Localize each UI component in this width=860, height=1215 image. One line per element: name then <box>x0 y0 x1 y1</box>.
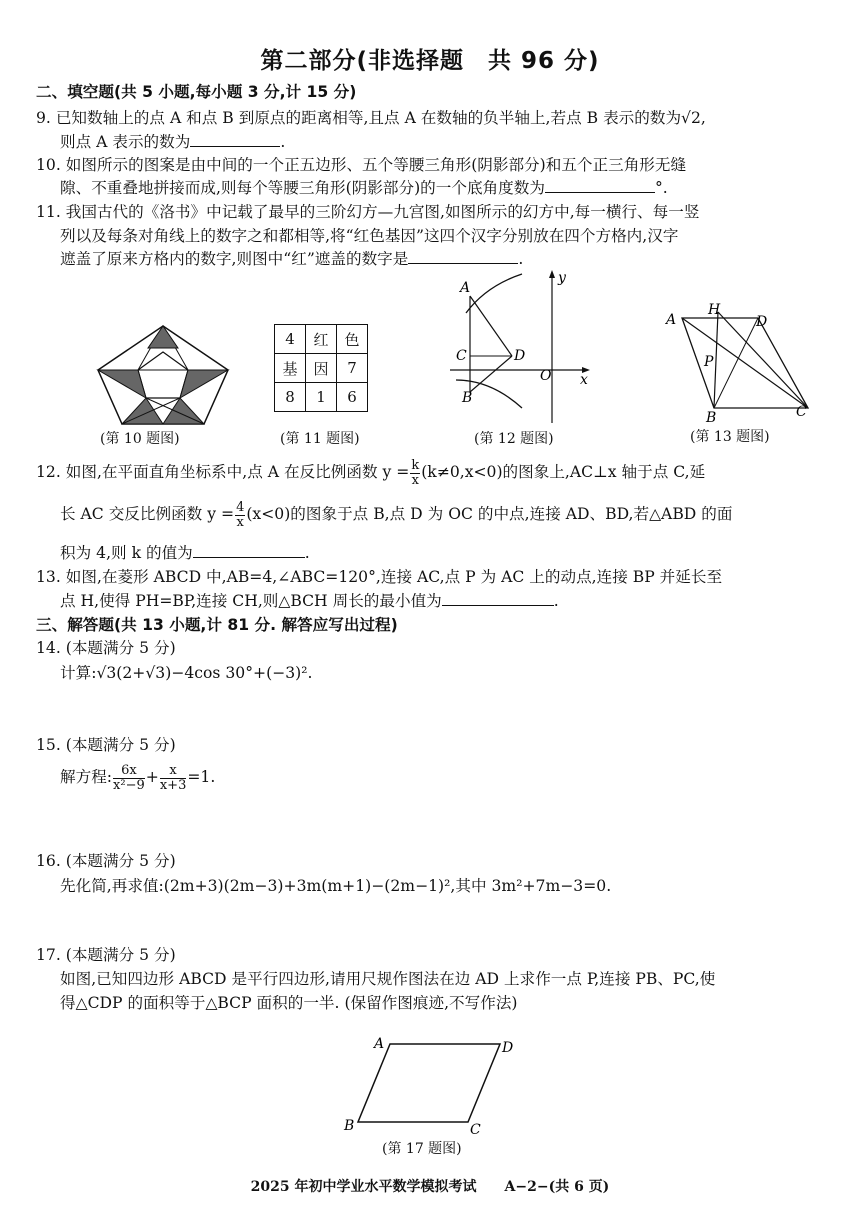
q15-heading: 15. (本题满分 5 分) <box>36 736 176 754</box>
label-C: C <box>470 1122 481 1135</box>
fraction-6x-over-x2-9: $\frac{6x}{\text{x²−9}}$ <box>113 762 145 793</box>
label-D: D <box>756 314 768 330</box>
section-2-heading: 二、填空题(共 5 小题,每小题 3 分,计 15 分) <box>36 83 357 101</box>
figure-17-caption: (第 17 题图) <box>382 1141 462 1157</box>
label-D: D <box>502 1040 514 1056</box>
grid-cell: 6 <box>337 383 368 412</box>
figure-13-caption: (第 13 题图) <box>690 429 770 445</box>
figure-12-coordinate-plane <box>446 268 596 428</box>
q14-body: 计算:√3(2+√3)−4cos 30°+(−3)². <box>60 664 313 682</box>
grid-cell: 7 <box>337 354 368 383</box>
label-D: D <box>514 348 526 364</box>
label-x: x <box>580 372 588 388</box>
q11-line3: 遮盖了原来方格内的数字,则图中“红”遮盖的数字是 . <box>60 250 524 268</box>
q17-line2: 得△CDP 的面积等于△BCP 面积的一半. (保留作图痕迹,不写作法) <box>60 994 518 1012</box>
grid-cell: 8 <box>275 383 306 412</box>
q9-line2: 则点 A 表示的数为 . <box>60 133 286 151</box>
label-y: y <box>558 270 566 286</box>
q13-line2: 点 H,使得 PH=BP,连接 CH,则△BCH 周长的最小值为 . <box>60 592 559 610</box>
label-H: H <box>708 302 721 318</box>
q11-line2: 列以及每条对角线上的数字之和都相等,将“红色基因”这四个汉字分别放在四个方格内,汉字 <box>60 227 679 245</box>
q10-answer-blank[interactable] <box>545 178 655 193</box>
figure-10-pentagon <box>88 318 238 428</box>
magic-square-table <box>274 324 368 412</box>
label-B: B <box>462 390 473 406</box>
fraction-4-over-x: $\frac{4}{x}$ <box>236 499 245 530</box>
figure-10-caption: (第 10 题图) <box>100 431 180 447</box>
grid-cell: 因 <box>306 354 337 383</box>
q16-heading: 16. (本题满分 5 分) <box>36 852 176 870</box>
q13-line1: 13. 如图,在菱形 ABCD 中,AB=4,∠ABC=120°,连接 AC,点 P 为 AC 上的动点,连接 BP 并延长至 <box>36 568 723 586</box>
label-C: C <box>796 404 807 420</box>
label-B: B <box>344 1118 355 1134</box>
grid-cell: 4 <box>275 325 306 354</box>
grid-cell: 基 <box>275 354 306 383</box>
label-A: A <box>666 312 677 328</box>
q9-line1: 9. 已知数轴上的点 A 和点 B 到原点的距离相等,且点 A 在数轴的负半轴上,若点 B 表示的数为√2, <box>36 109 706 127</box>
figure-11-caption: (第 11 题图) <box>280 431 360 447</box>
q10-line1: 10. 如图所示的图案是由中间的一个正五边形、五个等腰三角形(阴影部分)和五个正三角形无缝 <box>36 156 687 174</box>
figure-17-parallelogram <box>340 1030 530 1135</box>
q12-line1: 12. 如图,在平面直角坐标系中,点 A 在反比例函数 y = $\frac{k}{x}$ (k≠0,x<0)的图象上,AC⊥x 轴于点 C,延 <box>36 457 706 488</box>
q14-heading: 14. (本题满分 5 分) <box>36 639 176 657</box>
q11-answer-blank[interactable] <box>408 249 518 264</box>
label-A: A <box>460 280 471 296</box>
q16-body: 先化简,再求值:(2m+3)(2m−3)+3m(m+1)−(2m−1)²,其中 3m²+7m−3=0. <box>60 877 612 895</box>
page-footer: 2025 年初中学业水平数学模拟考试 A−2−(共 6 页) <box>250 1179 610 1195</box>
label-A: A <box>374 1036 385 1052</box>
q15-body: 解方程: $\frac{6x}{\text{x²−9}}$ + $\frac{x}{x+3}$ =1. <box>60 762 216 793</box>
page-title: 第二部分(非选择题 共 96 分) <box>260 48 600 74</box>
label-O: O <box>540 368 552 384</box>
q9-answer-blank[interactable] <box>190 132 280 147</box>
q13-answer-blank[interactable] <box>442 591 554 606</box>
fraction-k-over-x: $\frac{k}{x}$ <box>411 457 420 488</box>
grid-cell: 红 <box>306 325 337 354</box>
q17-line1: 如图,已知四边形 ABCD 是平行四边形,请用尺规作图法在边 AD 上求作一点 P,连接 PB、PC,使 <box>60 970 716 988</box>
figure-12-caption: (第 12 题图) <box>474 431 554 447</box>
q10-line2: 隙、不重叠地拼接而成,则每个等腰三角形(阴影部分)的一个底角度数为 °. <box>60 179 668 197</box>
fraction-x-over-x-plus-3: $\frac{x}{x+3}$ <box>159 762 187 793</box>
q12-line2: 长 AC 交反比例函数 y = $\frac{4}{x}$ (x<0)的图象于点 B,点 D 为 OC 的中点,连接 AD、BD,若△ABD 的面 <box>60 499 733 530</box>
q17-heading: 17. (本题满分 5 分) <box>36 946 176 964</box>
q12-answer-blank[interactable] <box>193 543 305 558</box>
grid-cell: 色 <box>337 325 368 354</box>
grid-cell: 1 <box>306 383 337 412</box>
label-B: B <box>706 410 717 426</box>
figure-11-magic-square <box>274 324 368 412</box>
q11-line1: 11. 我国古代的《洛书》中记载了最早的三阶幻方—九宫图,如图所示的幻方中,每一横行、每一竖 <box>36 203 700 221</box>
section-3-heading: 三、解答题(共 13 小题,计 81 分. 解答应写出过程) <box>36 616 398 634</box>
q12-line3: 积为 4,则 k 的值为 . <box>60 544 310 562</box>
label-C: C <box>456 348 467 364</box>
label-P: P <box>704 354 714 370</box>
figure-13-rhombus <box>660 298 820 426</box>
